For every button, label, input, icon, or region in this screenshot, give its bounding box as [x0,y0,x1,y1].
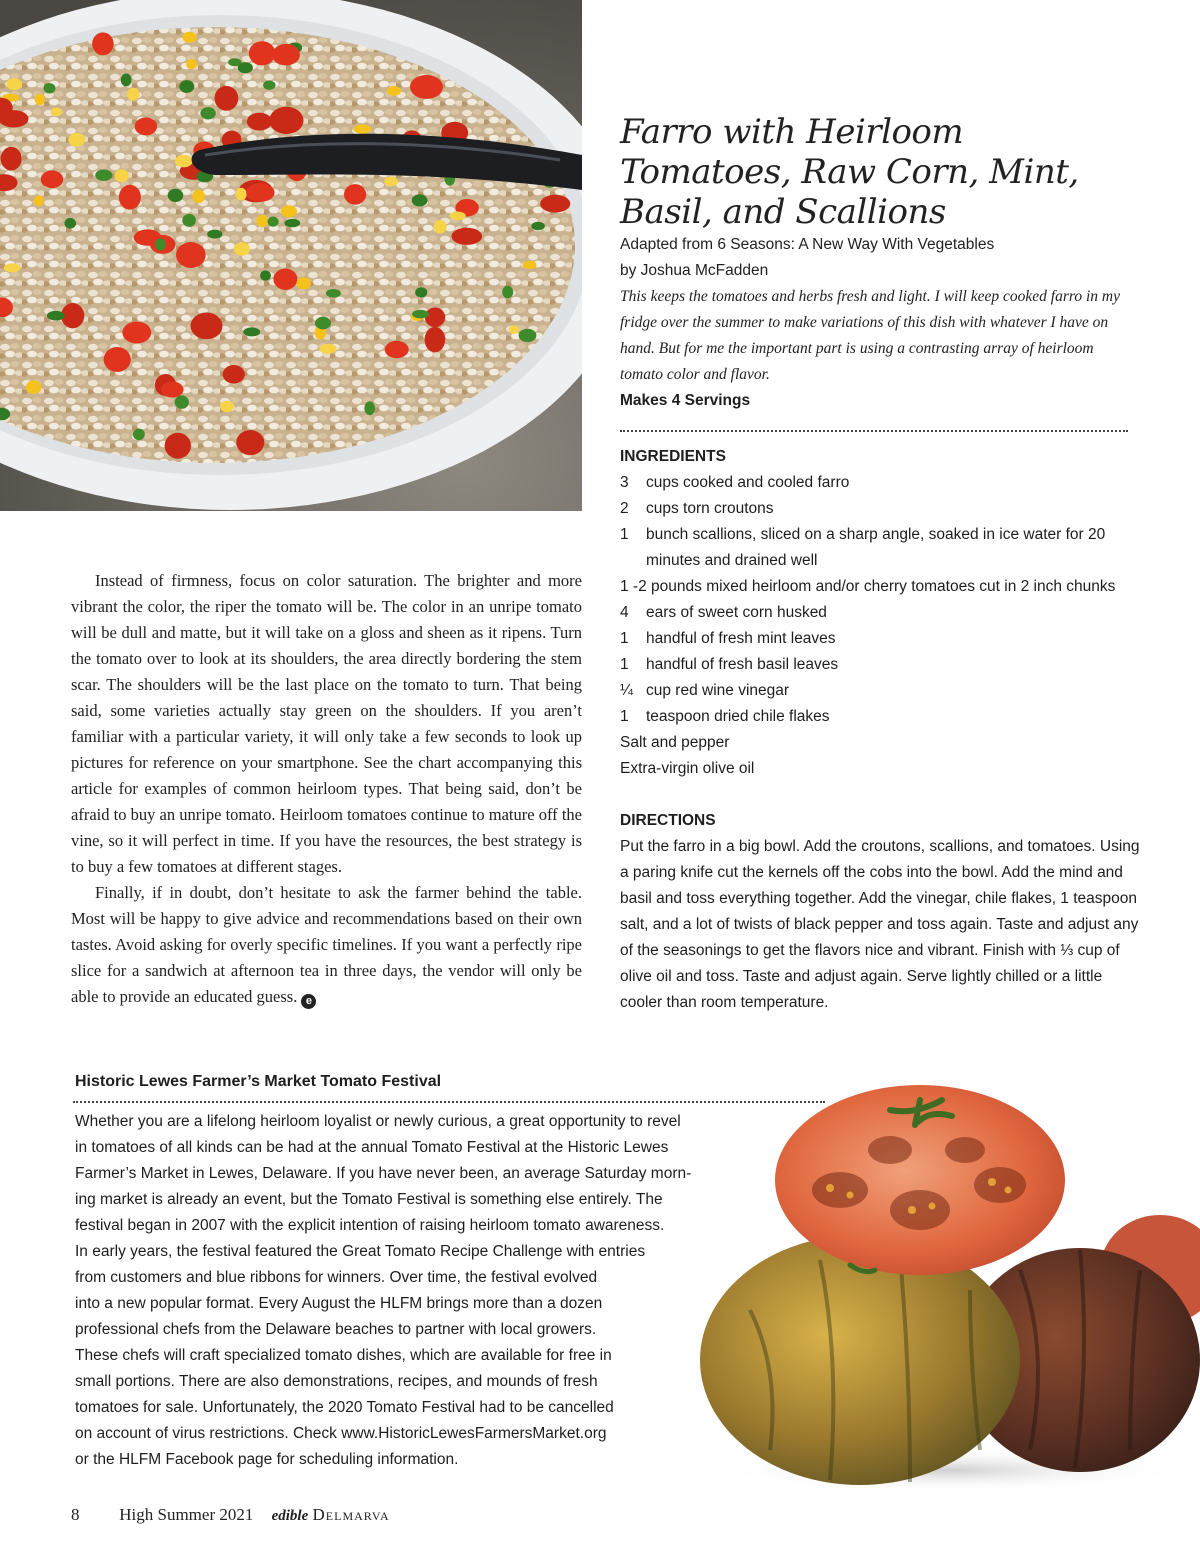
salad-topping [114,169,128,182]
salad-topping [354,124,372,133]
magazine-name-edible: edible [271,1508,309,1524]
salad-topping [121,73,132,86]
salad-topping [135,117,157,135]
recipe-title: Farro with Heirloom Tomatoes, Raw Corn, Mint, Basil, and Scallions [620,112,1079,232]
salad-topping [260,270,271,280]
salad-topping [315,317,331,330]
ingredients-list [620,470,1140,782]
recipe-column [620,112,1140,1016]
magazine-name-region: Delmarva [312,1505,390,1524]
salad-topping [161,382,184,398]
salad-topping [200,107,215,119]
salad-topping [451,228,482,245]
salad-topping [297,277,312,289]
salad-topping [410,75,443,99]
salad-topping [415,287,427,297]
article-paragraph [71,880,582,1010]
salad-topping [4,263,21,272]
salad-topping [68,133,85,147]
salad-topping [247,113,272,131]
issue-label: High Summer 2021 [119,1505,254,1524]
article-body [71,568,582,1010]
salad-topping [127,88,139,101]
salad-topping [133,429,145,441]
salad-topping [41,170,63,188]
dotted-divider [620,430,1128,432]
salad-topping [344,184,366,205]
salad-topping [246,183,274,202]
salad-topping [192,190,204,204]
ingredient-item [620,626,1140,652]
sidebar-line: from customers and blue ribbons for winners. Over time, the festival evolved [75,1269,598,1286]
ingredient-item [620,496,1140,522]
salad-topping [284,219,300,227]
ingredient-text: cups torn croutons [646,500,774,517]
sidebar-line: festival began in 2007 with the explicit intention of raising heirloom tomato awareness. [75,1217,665,1234]
salad-topping [191,313,223,340]
salad-topping [6,78,22,90]
sidebar-line: in tomatoes of all kinds can be had at the annual Tomato Festival at the Historic Lewes [75,1139,669,1156]
sidebar-line: or the HLFM Facebook page for scheduling information. [75,1451,459,1468]
salad-topping [182,214,196,227]
ingredient-quantity: 1 [620,656,629,673]
salad-topping [434,220,447,234]
page-footer [71,1503,390,1528]
salad-topping [519,329,537,342]
ingredient-text: pounds mixed heirloom and/or cherry tomatoes cut in 2 inch chunks [651,578,1116,595]
salad-topping [269,107,303,134]
recipe-source: Adapted from 6 Seasons: A New Way With Vegetables [620,236,995,253]
article-paragraph-text: Finally, if in doubt, don’t hesitate to ask the farmer behind the table. Most will be happy to give advice and recommendations based on their own tastes. Avoid asking for overly specific timelines. If you want a perfectly ripe slice for a sandwich at afternoon tea in three days, the vendor will only be able to provide an educated guess. [71,883,582,1006]
ingredient-item [620,704,1140,730]
salad-topping [540,195,570,213]
ingredient-text: bunch scallions, sliced on a sharp angle, soaked in ice water for 20 minutes and drained well [646,526,1106,569]
article-paragraph-text: Instead of firmness, focus on color saturation. The brighter and more vibrant the color, the riper the tomato will be. The color in an unripe tomato will be dull and matte, but it will take on a gloss and sheen as it ripens. Turn the tomato over to look at its shoulders, the area directly bordering the stem scar. The shoulders will be the last place on the tomato to turn. That being said, some varieties actually stay green on the shoulders. If you aren’t familiar with a particular variety, it will only take a few seconds to look up pictures for reference on your smartphone. See the chart accompanying this article for examples of common heirloom types. That being said, don’t be afraid to buy an unripe tomato. Heirloom tomatoes continue to mature off the vine, so it will perfect in time. If you have the resources, the best strategy is to buy a few tomatoes at different stages. [71,571,582,876]
ingredient-quantity: ¼ [620,682,633,699]
salad-topping [425,307,445,327]
salad-topping [168,189,184,202]
ingredient-extra: Salt and pepper [620,734,730,751]
salad-topping [384,177,398,187]
sidebar-line: small portions. There are also demonstrations, recipes, and mounds of fresh [75,1373,598,1390]
salad-topping [179,80,194,93]
salad-topping [176,242,206,268]
salad-topping [165,433,191,459]
salad-topping [509,325,519,334]
ingredient-item [620,600,1140,626]
sidebar-line: These chefs will craft specialized tomato dishes, which are available for free in [75,1347,612,1364]
salad-topping [234,242,250,255]
salad-topping [319,344,337,354]
ingredient-text: cups cooked and cooled farro [646,474,850,491]
salad-topping [34,195,44,206]
salad-topping [523,261,537,269]
recipe-servings: Makes 4 Servings [620,392,751,409]
salad-topping [1,147,22,171]
ingredient-item [620,652,1140,678]
salad-topping [412,194,428,206]
salad-topping [236,430,264,455]
salad-topping [35,94,45,106]
sidebar-line: professional chefs from the Delaware beaches to partner with local growers. [75,1321,597,1338]
salad-topping [51,108,62,117]
ingredient-quantity: 2 [620,500,629,517]
salad-topping [385,341,409,358]
ingredient-text: teaspoon dried chile flakes [646,708,830,725]
ingredient-item [620,470,1140,496]
salad-topping [272,44,300,66]
salad-topping [249,41,276,65]
ingredient-quantity: 4 [620,604,629,621]
salad-topping [95,170,112,181]
ingredient-quantity: 1 [620,708,629,725]
ingredient-item [620,574,1140,600]
salad-topping [387,86,401,96]
salad-topping [47,311,65,321]
ingredient-item [620,522,1140,574]
salad-topping [223,365,245,384]
salad-topping [122,322,151,344]
sidebar-line: Farmer’s Market in Lewes, Delaware. If you have never been, an average Saturday morn- [75,1165,692,1182]
ingredient-quantity: 1 -2 [620,578,647,595]
salad-topping [326,289,341,298]
salad-topping [243,327,260,336]
salad-topping [186,59,197,69]
page-number: 8 [71,1505,80,1524]
salad-topping [450,212,466,221]
salad-topping [175,155,193,168]
heirloom-tomatoes-illustration [690,1070,1200,1490]
salad-topping [425,327,446,352]
salad-topping [263,81,275,90]
sidebar-title: Historic Lewes Farmer’s Market Tomato Festival [75,1073,442,1090]
salad-topping [44,83,56,93]
salad-topping [26,380,41,394]
ingredient-quantity: 1 [620,526,629,543]
ingredient-text: handful of fresh basil leaves [646,656,839,673]
salad-topping [281,205,297,217]
salad-topping [119,185,141,210]
directions-heading: DIRECTIONS [620,812,716,829]
salad-topping [268,217,279,227]
farro-salad-illustration [0,0,582,511]
salad-topping [364,401,375,415]
sidebar-line: on account of virus restrictions. Check www.HistoricLewesFarmersMarket.org [75,1425,607,1442]
salad-topping [92,32,114,55]
salad-topping [531,222,545,231]
recipe-intro: This keeps the tomatoes and herbs fresh and light. I will keep cooked farro in my fridge over the summer to make variations of this dish with whatever I have on hand. But for me the important part is using a contrasting array of heirloom tomato color and flavor. [620,288,1120,383]
salad-topping [175,395,189,408]
edible-end-mark-icon: e [301,994,316,1009]
salad-topping [412,310,429,319]
salad-topping [215,86,239,111]
salad-topping [256,215,268,227]
directions-text: Put the farro in a big bowl. Add the croutons, scallions, and tomatoes. Using a paring knife cut the kernels off the cobs into the bowl. Add the mind and basil and toss everything together. Add the vinegar, chile flakes, 1 teaspoon salt, and a lot of twists of black pepper and toss again. Taste and adjust any of the seasonings to get the flavors nice and vibrant. Finish with ⅓ cup of olive oil and toss. Taste and adjust again. Serve lightly chilled or a little cooler than room temperature. [620,838,1140,1011]
salad-topping [155,238,166,250]
ingredient-text: cup red wine vinegar [646,682,790,699]
ingredients-heading: INGREDIENTS [620,448,726,465]
salad-topping [273,269,297,290]
farro-salad-photo [0,0,582,511]
article-paragraph [71,568,582,880]
salad-topping [235,188,246,201]
salad-topping [183,32,197,43]
sidebar-line: ing market is already an event, but the Tomato Festival is something else entirely. The [75,1191,663,1208]
ingredient-text: ears of sweet corn husked [646,604,827,621]
salad-topping [207,230,222,239]
sidebar-line: Whether you are a lifelong heirloom loyalist or newly curious, a great opportunity to revel [75,1113,681,1130]
sidebar-line: tomatoes for sale. Unfortunately, the 2020 Tomato Festival had to be cancelled [75,1399,614,1416]
ingredient-item [620,678,1140,704]
ingredient-quantity: 1 [620,630,629,647]
salad-topping [238,62,253,73]
sidebar-line: In early years, the festival featured the Great Tomato Recipe Challenge with entries [75,1243,646,1260]
heirloom-tomatoes-photo [690,1070,1200,1490]
salad-topping [65,218,77,229]
ingredient-quantity: 3 [620,474,629,491]
ingredient-extra: Extra-virgin olive oil [620,760,755,777]
salad-topping [502,286,513,299]
salad-topping [104,347,131,372]
recipe-author: by Joshua McFadden [620,262,769,279]
salad-topping [220,401,234,412]
ingredient-text: handful of fresh mint leaves [646,630,836,647]
sidebar-line: into a new popular format. Every August the HLFM brings more than a dozen [75,1295,603,1312]
